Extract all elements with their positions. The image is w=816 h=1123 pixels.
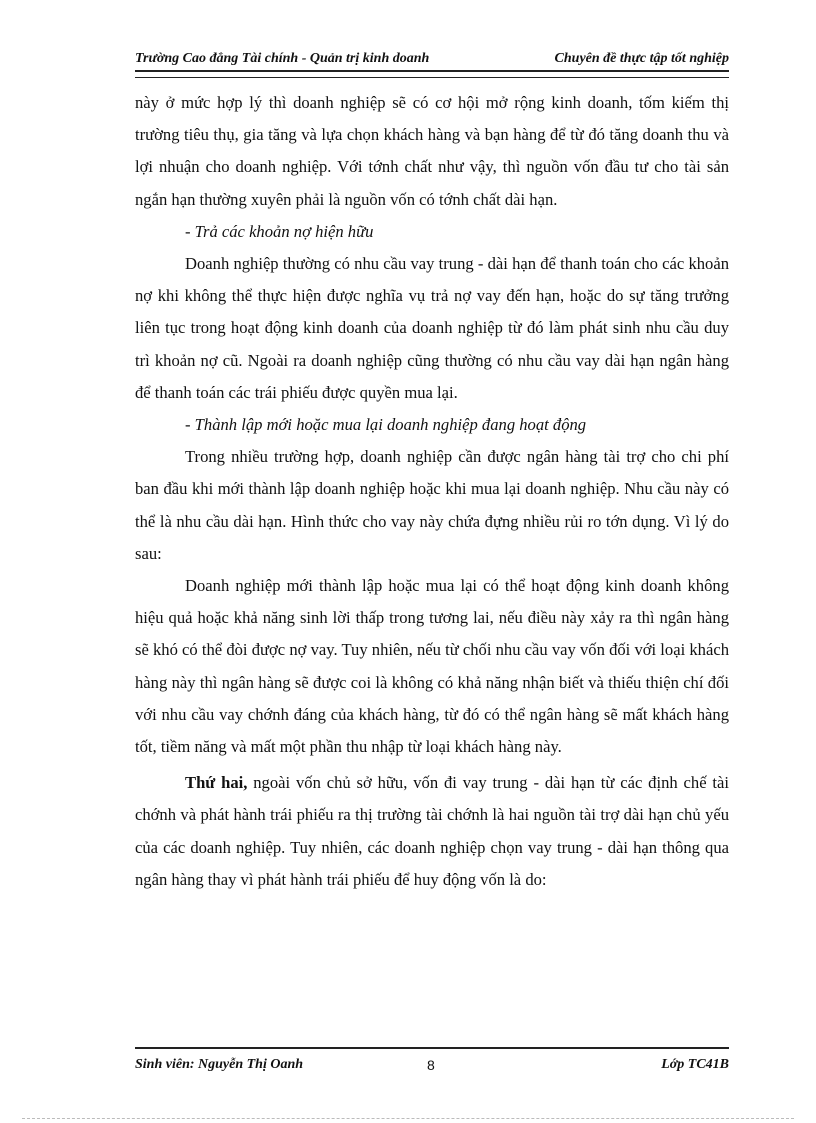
footer-student: Sinh viên: Nguyễn Thị Oanh [135,1057,304,1072]
list-item-repay-debts: - Trả các khoản nợ hiện hữu [185,221,374,241]
page-number: 8 [427,1057,435,1073]
header-title: Chuyên đề thực tập tốt nghiệp [554,51,729,66]
paragraph-repay-debts: Doanh nghiệp thường có nhu cầu vay trung - dài hạn để thanh toán cho các khoản nợ khi không thể thực hiện được nghĩa vụ trả nợ vay đến hạn, hoặc do sự tăng trưởng liên tục trong hoạt động kinh doanh của doanh nghiệp từ đó làm phát sinh nhu cầu duy trì khoản nợ cũ. Ngoài ra doanh nghiệp cũng thường có nhu cầu vay dài hạn ngân hàng để thanh toán các trái phiếu được quyền mua lại. [135,254,729,402]
paragraph-new-business: Trong nhiều trường hợp, doanh nghiệp cần được ngân hàng tài trợ cho chi phí ban đầu khi mới thành lập doanh nghiệp hoặc khi mua lại doanh nghiệp. Nhu cầu này có thể là nhu cầu dài hạn. Hình thức cho vay này chứa đựng nhiều rủi ro tớn dụng. Vì lý do sau: [135,447,729,563]
paragraph-second-reason-text: ngoài vốn chủ sở hữu, vốn đi vay trung - dài hạn từ các định chế tài chớnh và phát hành trái phiếu ra thị trường tài chớnh là hai nguồn tài trợ dài hạn chủ yếu của các doanh nghiệp. Tuy nhiên, các doanh nghiệp chọn vay trung - dài hạn thông qua ngân hàng thay vì phát hành trái phiếu để huy động vốn là do: [135,773,730,889]
footer-class: Lớp TC41B [661,1057,729,1072]
header-rule [135,70,729,78]
paragraph-risk: Doanh nghiệp mới thành lập hoặc mua lại có thể hoạt động kinh doanh không hiệu quả hoặc khả năng sinh lời thấp trong tương lai, nếu điều này xảy ra thì ngân hàng sẽ khó có thể đòi được nợ vay. Tuy nhiên, nếu từ chối nhu cầu vay vốn đối với loại khách hàng này thì ngân hàng sẽ được coi là không có khả năng nhận biết và thiếu thiện chí đối với nhu cầu vay chớnh đáng của khách hàng, từ đó có thể ngân hàng sẽ mất khách hàng tốt, tiềm năng và mất một phần thu nhập từ loại khách hàng này. [135,576,729,757]
bold-lead: Thứ hai, [185,773,248,793]
document-body [135,87,729,896]
footer-rule [135,1047,729,1049]
paragraph-second-reason [135,767,729,896]
list-item-new-business: - Thành lập mới hoặc mua lại doanh nghiệp đang hoạt động [185,415,587,435]
paragraph-continuation: này ở mức hợp lý thì doanh nghiệp sẽ có cơ hội mở rộng kinh doanh, tốm kiếm thị trường tiêu thụ, gia tăng và lựa chọn khách hàng và bạn hàng để từ đó tăng doanh thu và lợi nhuận cho doanh nghiệp. Với tớnh chất như vậy, thì nguồn vốn đầu tư cho tài sản ngắn hạn thường xuyên phải là nguồn vốn có tớnh chất dài hạn. [135,93,729,209]
page-edge-line [22,1118,794,1119]
header-school: Trường Cao đẳng Tài chính - Quản trị kinh doanh [135,51,430,66]
